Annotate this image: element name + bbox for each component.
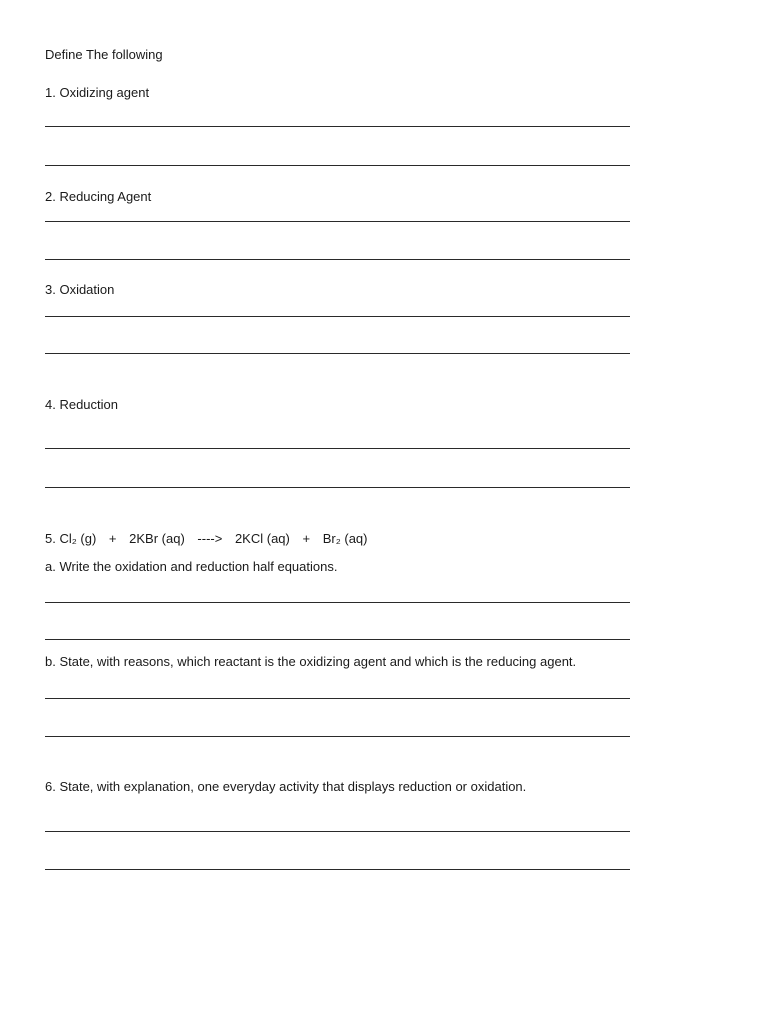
equation-plus-2: +: [302, 531, 311, 546]
answer-line-5b-1[interactable]: [45, 698, 630, 699]
question-5a-label: a. Write the oxidation and reduction half equations.: [45, 559, 338, 574]
equation-arrow: ---->: [197, 531, 223, 546]
answer-line-5a-2[interactable]: [45, 639, 630, 640]
answer-line-5b-2[interactable]: [45, 736, 630, 737]
answer-line-4a[interactable]: [45, 448, 630, 449]
answer-line-3b[interactable]: [45, 353, 630, 354]
answer-line-6b[interactable]: [45, 869, 630, 870]
equation-reactant-2: 2KBr (aq): [129, 531, 185, 546]
question-6-label: 6. State, with explanation, one everyday activity that displays reduction or oxidation.: [45, 779, 527, 794]
answer-line-2b[interactable]: [45, 259, 630, 260]
equation-plus-1: +: [108, 531, 117, 546]
equation-product-1: 2KCl (aq): [234, 531, 290, 546]
equation-number: 5.: [45, 531, 56, 546]
answer-line-1a[interactable]: [45, 126, 630, 127]
equation-product-2: Br₂ (aq): [322, 531, 368, 546]
question-2-label: 2. Reducing Agent: [45, 189, 152, 204]
question-5b-label: b. State, with reasons, which reactant is the oxidizing agent and which is the reducing agent.: [45, 654, 577, 669]
answer-line-5a-1[interactable]: [45, 602, 630, 603]
question-1-label: 1. Oxidizing agent: [45, 85, 150, 100]
worksheet-heading: Define The following: [45, 47, 163, 62]
answer-line-3a[interactable]: [45, 316, 630, 317]
equation-reactant-1: Cl₂ (g): [59, 531, 97, 546]
question-3-label: 3. Oxidation: [45, 282, 115, 297]
answer-line-1b[interactable]: [45, 165, 630, 166]
question-4-label: 4. Reduction: [45, 397, 118, 412]
answer-line-4b[interactable]: [45, 487, 630, 488]
answer-line-2a[interactable]: [45, 221, 630, 222]
answer-line-6a[interactable]: [45, 831, 630, 832]
question-5-equation: [45, 531, 368, 547]
